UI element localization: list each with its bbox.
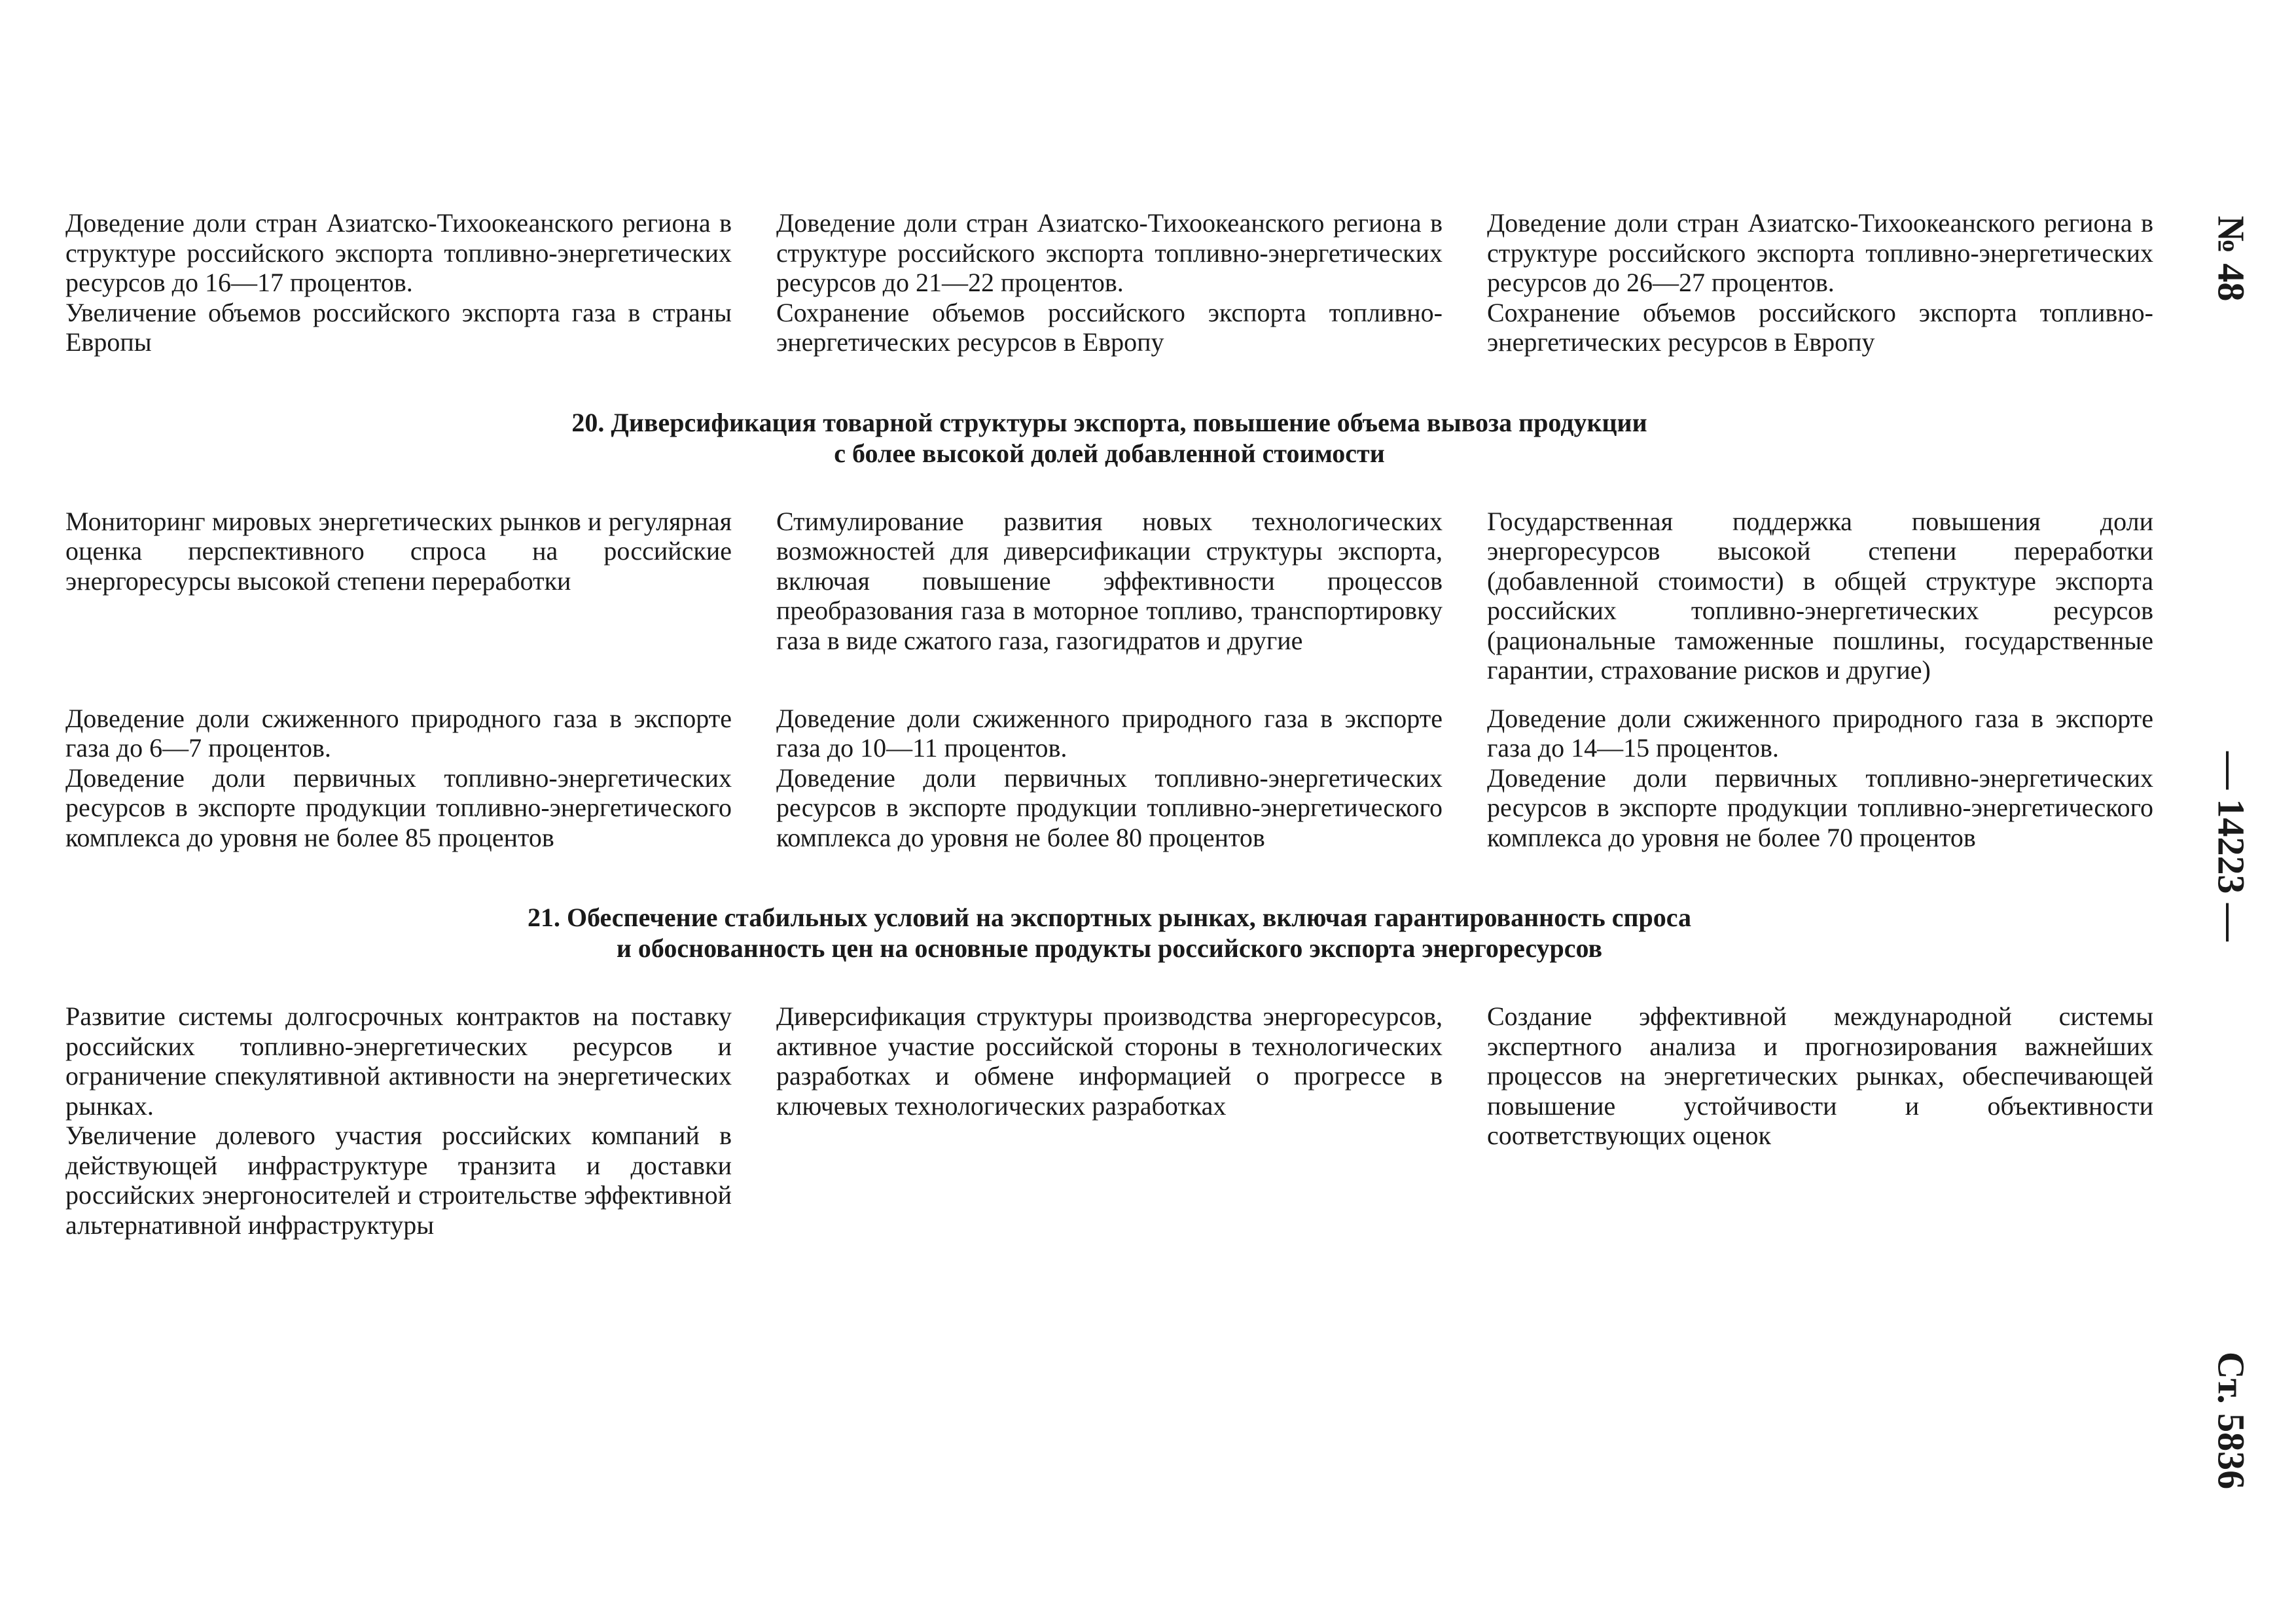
paragraph: Развитие системы долгосрочных контрактов на поставку российских топливно-энергетических ресурсов и ограничение спекулятивной активности на энергетических рынках. bbox=[65, 1001, 732, 1121]
document-number: — 14223 — bbox=[2210, 751, 2253, 941]
section-heading bbox=[65, 407, 2153, 469]
table-row bbox=[65, 507, 2153, 685]
paragraph: Доведение доли стран Азиатско-Тихоокеанского региона в структуре российского экспорта топливно-энергетических ресурсов до 16—17 процентов. bbox=[65, 208, 732, 297]
paragraph: Доведение доли первичных топливно-энергетических ресурсов в экспорте продукции топливно-энергетического комплекса до уровня не более 80 процентов bbox=[776, 763, 1443, 852]
table-cell bbox=[65, 1001, 732, 1240]
paragraph: Мониторинг мировых энергетических рынков и регулярная оценка перспективного спроса на российские энергоресурсы высокой степени переработки bbox=[65, 506, 732, 596]
table-cell bbox=[1487, 208, 2153, 357]
paragraph: Сохранение объемов российского экспорта топливно-энергетических ресурсов в Европу bbox=[776, 297, 1443, 357]
table-row bbox=[65, 704, 2153, 853]
paragraph: Доведение доли стран Азиатско-Тихоокеанского региона в структуре российского экспорта топливно-энергетических ресурсов до 26—27 процентов. bbox=[1487, 208, 2153, 297]
table-cell bbox=[776, 704, 1443, 853]
table-row bbox=[65, 208, 2153, 357]
margin-header bbox=[2189, 190, 2274, 1490]
paragraph: Доведение доли стран Азиатско-Тихоокеанского региона в структуре российского экспорта топливно-энергетических ресурсов до 21—22 процентов. bbox=[776, 208, 1443, 297]
paragraph: Сохранение объемов российского экспорта топливно-энергетических ресурсов в Европу bbox=[1487, 297, 2153, 357]
paragraph: Доведение доли сжиженного природного газа в экспорте газа до 10—11 процентов. bbox=[776, 703, 1443, 763]
paragraph: Увеличение объемов российского экспорта газа в страны Европы bbox=[65, 297, 732, 357]
heading-line: и обоснованность цен на основные продукты российского экспорта энергоресурсов bbox=[616, 933, 1603, 963]
paragraph: Доведение доли сжиженного природного газа в экспорте газа до 14—15 процентов. bbox=[1487, 703, 2153, 763]
table-cell bbox=[65, 208, 732, 357]
table-cell bbox=[776, 507, 1443, 685]
paragraph: Доведение доли сжиженного природного газа в экспорте газа до 6—7 процентов. bbox=[65, 703, 732, 763]
paragraph: Доведение доли первичных топливно-энергетических ресурсов в экспорте продукции топливно-энергетического комплекса до уровня не более 85 процентов bbox=[65, 763, 732, 852]
paragraph: Диверсификация структуры производства энергоресурсов, активное участие российской стороны в технологических разработках и обмене информацией о прогрессе в ключевых технологических разработках bbox=[776, 1001, 1443, 1121]
page-number: Ст. 5836 bbox=[2210, 1351, 2253, 1490]
paragraph: Увеличение долевого участия российских компаний в действующей инфраструктуре транзита и доставки российских энергоносителей и строительстве эффективной альтернативной инфраструктуры bbox=[65, 1121, 732, 1240]
table-cell bbox=[776, 1001, 1443, 1240]
heading-line: 20. Диверсификация товарной структуры экспорта, повышение объема вывоза продукции bbox=[571, 407, 1647, 437]
table-cell bbox=[1487, 704, 2153, 853]
table-row bbox=[65, 1001, 2153, 1240]
heading-line: 21. Обеспечение стабильных условий на экспортных рынках, включая гарантированность спроса bbox=[527, 903, 1692, 932]
paragraph: Доведение доли первичных топливно-энергетических ресурсов в экспорте продукции топливно-энергетического комплекса до уровня не более 70 процентов bbox=[1487, 763, 2153, 852]
document-body bbox=[65, 208, 2153, 1240]
table-cell bbox=[1487, 507, 2153, 685]
heading-line: с более высокой долей добавленной стоимости bbox=[834, 438, 1385, 468]
section-heading bbox=[65, 902, 2153, 964]
paragraph: Государственная поддержка повышения доли энергоресурсов высокой степени переработки (добавленной стоимости) в общей структуре экспорта российских топливно-энергетических ресурсов (рациональные таможенные пошлины, государственные гарантии, страхование рисков и другие) bbox=[1487, 506, 2153, 685]
table-cell bbox=[65, 507, 732, 685]
paragraph: Создание эффективной международной системы экспертного анализа и прогнозирования важнейших процессов на энергетических рынках, обеспечивающей повышение устойчивости и объективности соответствующих оценок bbox=[1487, 1001, 2153, 1150]
paragraph: Стимулирование развития новых технологических возможностей для диверсификации структуры экспорта, включая повышение эффективности процессов преобразования газа в моторное топливо, транспортировку газа в виде сжатого газа, газогидратов и другие bbox=[776, 506, 1443, 655]
table-cell bbox=[776, 208, 1443, 357]
issue-number: № 48 bbox=[2210, 215, 2253, 302]
table-cell bbox=[1487, 1001, 2153, 1240]
table-cell bbox=[65, 704, 732, 853]
